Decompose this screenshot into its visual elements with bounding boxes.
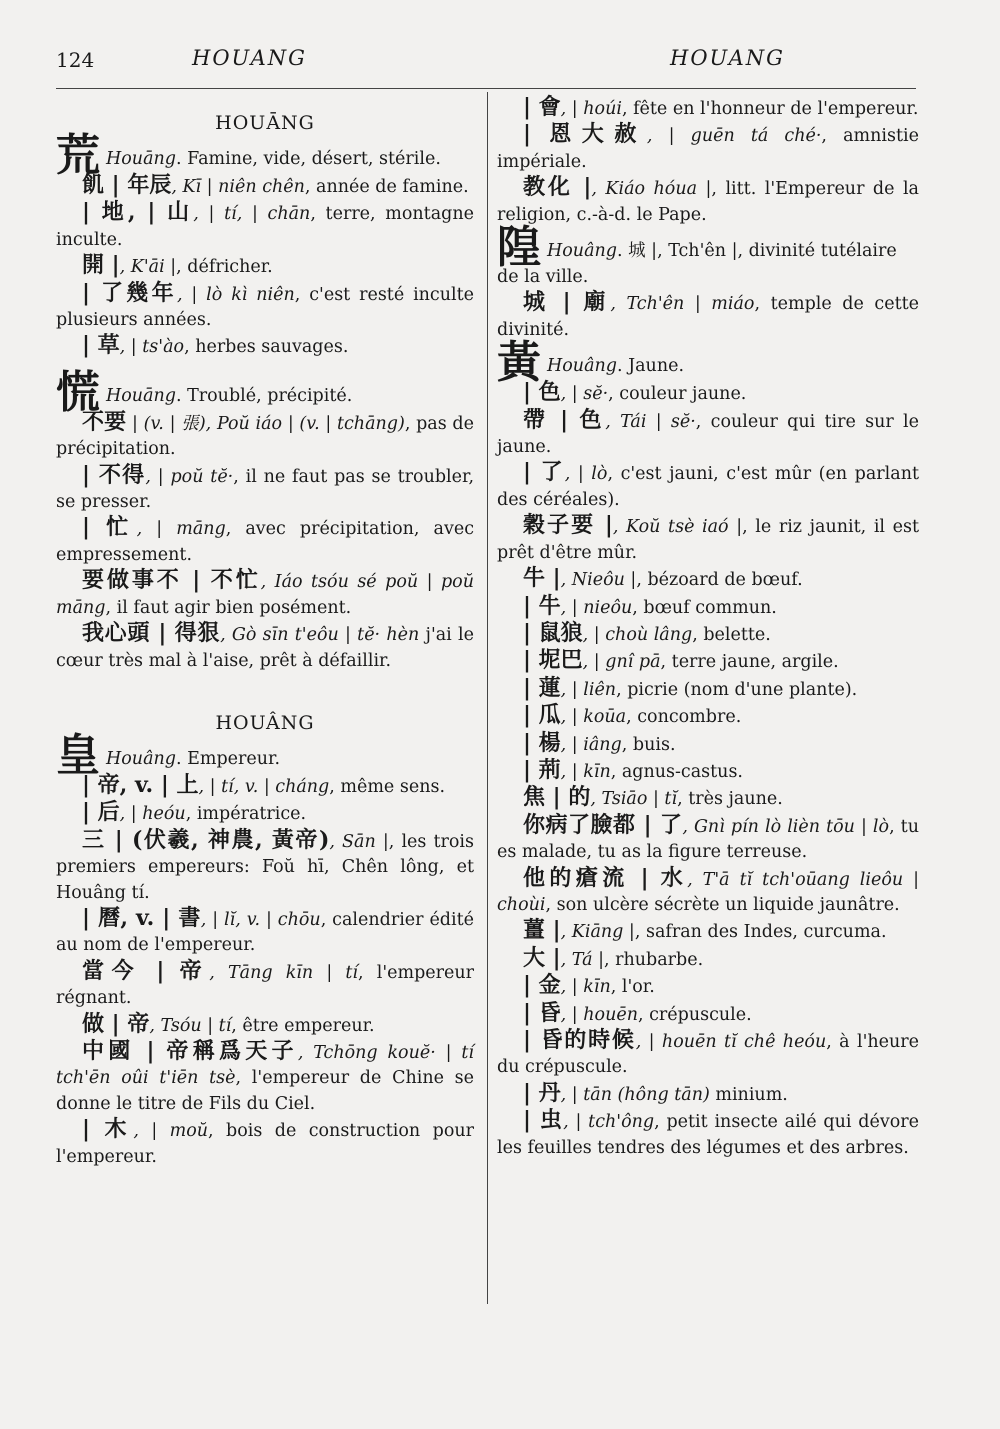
romanization: , Kiáo hóua | xyxy=(591,179,712,200)
chinese-phrase: | 色 xyxy=(523,379,561,406)
definition: . Empereur. xyxy=(175,748,281,769)
definition: , même sens. xyxy=(329,776,446,797)
left-column xyxy=(56,95,474,1170)
chinese-phrase: 教化 | xyxy=(523,174,592,201)
romanization: , | kīn xyxy=(560,977,611,998)
romanization: , Kiāng | xyxy=(560,922,635,943)
sub-entry xyxy=(497,785,919,812)
romanization: , | lò kì niên xyxy=(176,284,295,305)
headword: 黃 xyxy=(497,337,541,389)
main-entry xyxy=(497,222,919,290)
romanization: , | koūa xyxy=(560,707,627,728)
definition: . Famine, vide, désert, stérile. xyxy=(175,149,441,169)
sub-entry xyxy=(56,828,474,906)
definition: , très jaune. xyxy=(677,789,783,810)
definition: . 城 |, Tch'ên |, divinité tutélaire de la ville. xyxy=(497,241,897,288)
chinese-phrase: | 鼠狼 xyxy=(523,619,583,646)
definition: , impératrice. xyxy=(185,804,307,825)
romanization: , | kīn xyxy=(560,761,611,782)
definition: , couleur qui tire sur le jaune. xyxy=(497,411,919,458)
definition: , agnus-castus. xyxy=(610,761,743,782)
romanization: , | māng xyxy=(136,519,226,540)
definition: , pas de précipitation. xyxy=(56,413,474,460)
chinese-phrase: 做 | 帝 xyxy=(82,1010,150,1037)
romanization: , | moŭ xyxy=(133,1121,209,1142)
running-head-left: HOUANG xyxy=(192,46,307,70)
sub-entry xyxy=(56,959,474,1012)
column-divider xyxy=(487,92,488,1304)
definition: , calendrier édité au nom de l'empereur. xyxy=(56,909,474,956)
chinese-phrase: | 牛 xyxy=(523,592,561,619)
sub-entry xyxy=(497,290,919,343)
romanization: , T'ā tĭ tch'oūang lieôu | choùi xyxy=(497,869,919,915)
definition: , terre jaune, argile. xyxy=(660,652,839,673)
sub-entry xyxy=(497,676,919,703)
romanization: , | ts'ào xyxy=(119,337,185,358)
chinese-phrase: | 忙 xyxy=(82,514,137,541)
sub-entry xyxy=(497,594,919,621)
definition: , terre, montagne inculte. xyxy=(56,204,474,250)
romanization: , Tch'ên | miáo xyxy=(610,294,755,315)
chinese-phrase: | 地, | 山 xyxy=(82,199,194,226)
romanization: , | tān (hông tān) xyxy=(560,1084,710,1105)
chinese-phrase: | 蓮 xyxy=(523,674,561,701)
romanization: , | choù lâng xyxy=(582,624,693,645)
definition: , l'empereur de Chine se donne le titre de Fils du Ciel. xyxy=(56,1068,474,1114)
definition: . Troublé, précipité. xyxy=(175,385,353,406)
chinese-phrase: 薑 | xyxy=(523,917,561,944)
chinese-phrase: 我心頭 | 得狠 xyxy=(82,620,221,647)
sub-entry xyxy=(56,173,474,200)
sub-entry xyxy=(497,122,919,175)
romanization: , Tchōng kouĕ· | tí tch'ēn oûi t'iēn tsè xyxy=(56,1042,474,1089)
romanization: Houāng xyxy=(106,385,176,406)
romanization: , Tái | sĕ· xyxy=(605,411,696,432)
definition: , son ulcère sécrète un liquide jaunâtre. xyxy=(545,894,900,915)
definition: , il ne faut pas se troubler, se presser. xyxy=(56,466,475,513)
chinese-phrase: 城 | 廟 xyxy=(523,289,611,316)
chinese-phrase: | 丹 xyxy=(523,1079,561,1106)
sub-entry xyxy=(497,1081,919,1108)
chinese-phrase: 中國 | 帝稱爲天子 xyxy=(82,1037,298,1064)
romanization: , Nieôu | xyxy=(560,570,637,591)
chinese-phrase: | 不得 xyxy=(82,461,146,488)
sub-entry xyxy=(497,408,919,461)
sub-entry xyxy=(56,800,474,827)
definition: , petit insecte ailé qui dévore les feuilles tendres des légumes et des arbres. xyxy=(497,1112,919,1158)
definition: j'ai le cœur très mal à l'aise, prêt à défaillir. xyxy=(56,625,474,671)
definition: , avec précipitation, avec empressement. xyxy=(56,519,474,565)
section-heading: HOUÂNG xyxy=(215,711,315,734)
chinese-phrase: | 了 xyxy=(523,459,565,486)
sub-entry xyxy=(497,621,919,648)
sub-entry xyxy=(497,1108,919,1161)
romanization: Houâng xyxy=(106,748,176,769)
chinese-phrase: 當今 | 帝 xyxy=(82,957,210,984)
definition: , année de famine. xyxy=(304,177,469,197)
chinese-phrase: 他的瘡流 | 水 xyxy=(523,864,688,891)
definition: , litt. l'Empereur de la religion, c.-à-d. le Pape. xyxy=(497,179,919,225)
sub-entry xyxy=(56,410,474,463)
definition: , bézoard de bœuf. xyxy=(636,570,803,591)
sub-entry xyxy=(497,813,919,866)
definition: , le riz jaunit, il est prêt d'être mûr. xyxy=(497,517,920,563)
chinese-phrase: | 恩大赦 xyxy=(523,121,647,148)
chinese-phrase: | 后 xyxy=(82,799,120,826)
sub-entry xyxy=(56,515,474,568)
romanization: , | liên xyxy=(560,679,617,700)
main-entry xyxy=(56,366,474,418)
definition: , amnistie impériale. xyxy=(497,126,919,172)
sub-entry xyxy=(56,906,474,959)
sub-entry xyxy=(56,773,474,800)
sub-entry xyxy=(497,866,919,919)
sub-entry xyxy=(56,200,474,253)
chinese-phrase: | 虫 xyxy=(523,1107,564,1134)
chinese-phrase: | 曆, v. | 書 xyxy=(82,904,201,931)
sub-entry xyxy=(56,333,474,360)
chinese-phrase: | 昏的時候 xyxy=(523,1027,636,1053)
romanization: Houâng xyxy=(547,356,617,377)
chinese-phrase: 不要 xyxy=(82,408,127,435)
headword: 隍 xyxy=(497,222,541,274)
sub-entry xyxy=(497,758,919,785)
romanization: , | nieôu xyxy=(560,597,633,618)
sub-entry xyxy=(497,175,919,228)
chinese-phrase: 三 | (伏羲, 神農, 黃帝) xyxy=(82,826,330,853)
sub-entry xyxy=(497,566,919,593)
sub-entry xyxy=(497,731,919,758)
romanization: Houāng xyxy=(106,149,176,169)
romanization: , Iáo tsóu sé poŭ | poŭ māng xyxy=(56,572,474,618)
sub-entry xyxy=(56,463,474,516)
right-column xyxy=(497,95,919,1161)
sub-entry xyxy=(56,621,474,674)
definition: , à l'heure du crépuscule. xyxy=(497,1032,920,1078)
romanization: , | iâng xyxy=(560,734,622,755)
definition: , bœuf commun. xyxy=(632,597,777,618)
definition: , être empereur. xyxy=(231,1015,375,1036)
romanization: , Tāng kīn | tí xyxy=(209,962,359,983)
chinese-phrase: | 坭巴 xyxy=(523,647,583,674)
definition: , temple de cette divinité. xyxy=(497,294,919,340)
chinese-phrase: 牛 | xyxy=(523,565,561,592)
chinese-phrase: | 草 xyxy=(82,332,120,359)
chinese-phrase: | 會 xyxy=(523,94,561,120)
headword: 荒 xyxy=(56,130,100,181)
sub-entry xyxy=(56,568,474,621)
sub-entry xyxy=(497,1028,919,1081)
definition: , c'est resté inculte plusieurs années. xyxy=(56,284,474,331)
romanization: , | tí, v. | cháng xyxy=(198,776,330,797)
definition: , picrie (nom d'une plante). xyxy=(616,679,858,700)
chinese-phrase: 要做事不 | 不忙 xyxy=(82,567,261,594)
chinese-phrase: | 木 xyxy=(82,1116,134,1143)
definition: , bois de construction pour l'empereur. xyxy=(56,1121,474,1167)
sub-entry xyxy=(497,703,919,730)
sub-entry xyxy=(56,253,474,280)
definition: , concombre. xyxy=(626,707,742,728)
sub-entry xyxy=(56,1117,474,1170)
chinese-phrase: 穀子要 | xyxy=(523,512,613,539)
chinese-phrase: | 楊 xyxy=(523,729,561,756)
page-number: 124 xyxy=(56,48,95,72)
definition: , il faut agir bien posément. xyxy=(105,597,352,618)
romanization: , | sĕ· xyxy=(560,384,609,405)
main-entry xyxy=(56,729,474,781)
romanization: , | hoúi xyxy=(560,99,622,119)
definition: , tu es malade, tu as la figure terreuse. xyxy=(497,816,919,863)
romanization: , | guēn tá ché· xyxy=(646,126,822,147)
romanization: , Gò sīn t'eôu | tĕ· hèn xyxy=(220,625,420,646)
sub-entry xyxy=(497,973,919,1000)
chinese-phrase: | 金 xyxy=(523,972,561,999)
chinese-phrase: 開 | xyxy=(82,252,120,279)
chinese-phrase: | 瓜 xyxy=(523,702,561,729)
definition: , crépuscule. xyxy=(637,1004,752,1025)
chinese-phrase: | 帝, v. | 上 xyxy=(82,771,199,798)
definition: . Jaune. xyxy=(616,356,685,377)
sub-entry xyxy=(56,281,474,334)
running-head-right: HOUANG xyxy=(670,46,785,70)
romanization: , | poŭ tĕ· xyxy=(145,466,234,487)
romanization: , | houēn tĭ chê heóu xyxy=(635,1032,827,1052)
chinese-phrase: 飢 | 年辰 xyxy=(82,172,172,198)
romanization: , Tá | xyxy=(560,949,605,970)
chinese-phrase: 大 | xyxy=(523,944,561,971)
sub-entry xyxy=(497,918,919,945)
romanization: , | heóu xyxy=(119,804,186,825)
sub-entry xyxy=(497,380,919,407)
sub-entry xyxy=(56,1012,474,1039)
definition: , l'empereur régnant. xyxy=(56,962,475,1009)
headword: 慌 xyxy=(56,366,100,418)
chinese-phrase: 你病了臉都 | 了 xyxy=(523,811,683,838)
main-entry xyxy=(56,130,474,181)
romanization: | (v. | 張), Poŭ iáo | (v. | tchāng) xyxy=(126,413,405,434)
sub-entry xyxy=(497,95,919,122)
romanization: , | tch'ông xyxy=(563,1112,655,1133)
sub-entry xyxy=(497,648,919,675)
definition: , herbes sauvages. xyxy=(184,337,349,358)
romanization: Houâng xyxy=(547,241,617,262)
main-entry xyxy=(497,337,919,389)
definition: , safran des Indes, curcuma. xyxy=(634,922,887,943)
chinese-phrase: | 荊 xyxy=(523,756,561,783)
header-rule xyxy=(56,88,916,89)
romanization: , | houēn xyxy=(560,1004,638,1025)
definition: , c'est jauni, c'est mûr (en parlant des céréales). xyxy=(497,464,919,510)
romanization: , | lĭ, v. | chōu xyxy=(200,909,321,930)
definition: , fête en l'honneur de l'empereur. xyxy=(621,99,919,119)
headword: 皇 xyxy=(56,729,100,781)
definition: , couleur jaune. xyxy=(608,384,747,405)
section-heading: HOUĀNG xyxy=(215,112,315,134)
sub-entry xyxy=(497,460,919,513)
chinese-phrase: | 了幾年 xyxy=(82,279,177,306)
chinese-phrase: 焦 | 的 xyxy=(523,784,591,811)
romanization: , | lò xyxy=(564,464,608,485)
romanization: , Kī | niên chên xyxy=(171,177,305,197)
romanization: , Tsóu | tí xyxy=(149,1015,232,1036)
chinese-phrase: | 昏 xyxy=(523,999,561,1026)
definition: minium. xyxy=(709,1084,788,1105)
sub-entry xyxy=(497,513,919,566)
chinese-phrase: 帶 | 色 xyxy=(523,406,606,433)
romanization: , K'āi | xyxy=(119,257,177,278)
romanization: , Sān | xyxy=(329,831,389,852)
sub-entry xyxy=(497,946,919,973)
definition: , rhubarbe. xyxy=(604,949,704,970)
definition: , défricher. xyxy=(176,257,273,278)
definition: , buis. xyxy=(621,734,676,755)
sub-entry xyxy=(497,1001,919,1028)
definition: , les trois premiers empereurs: Foŭ hī, Chên lông, et Houâng tí. xyxy=(56,831,474,903)
romanization: , Gnì pín lò lièn tōu | lò xyxy=(682,816,890,837)
romanization: , Tsiāo | tĭ xyxy=(590,789,678,810)
romanization: , | gnî pā xyxy=(582,652,661,673)
definition: , l'or. xyxy=(610,977,655,998)
definition: , belette. xyxy=(692,624,771,645)
sub-entry xyxy=(56,1039,474,1117)
romanization: , | tí, | chān xyxy=(193,204,311,225)
romanization: , Koŭ tsè iaó | xyxy=(612,517,743,538)
